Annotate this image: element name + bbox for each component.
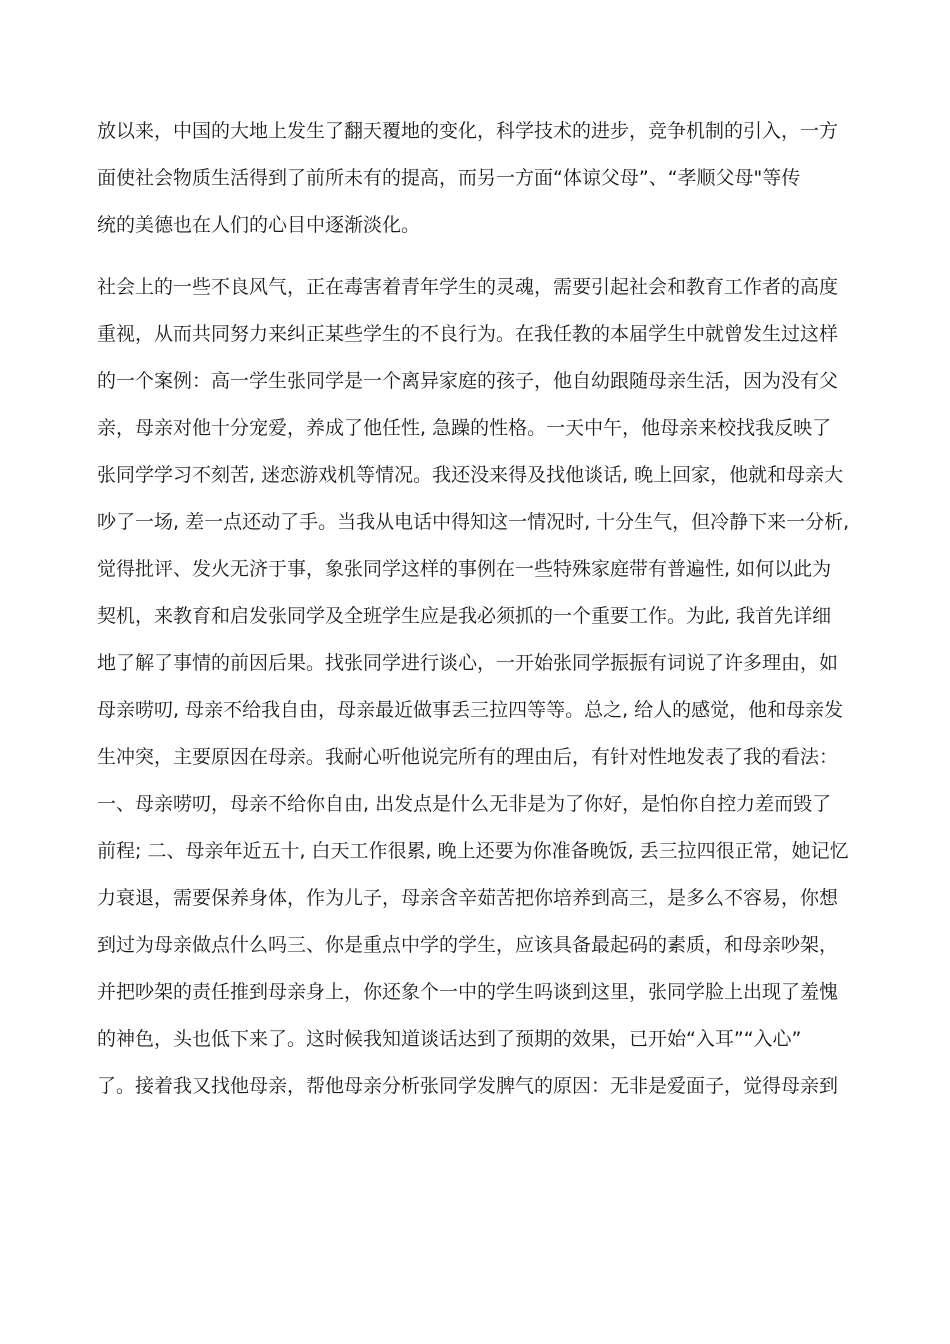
text-line: 母亲唠叨, 母亲不给我自由，母亲最近做事丢三拉四等等。总之, 给人的感觉，他和母亲发 <box>97 699 844 721</box>
paragraph-2 <box>97 264 857 1110</box>
text-line: 亲，母亲对他十分宠爱，养成了他任性, 急躁的性格。一天中午，他母亲来校找我反映了 <box>97 417 832 439</box>
text-line: 吵了一场, 差一点还动了手。当我从电话中得知这一情况时, 十分生气，但冷静下来一分析, <box>97 511 850 533</box>
text-line: 一、母亲唠叨，母亲不给你自由, 出发点是什么无非是为了你好，是怕你自控力差而毁了 <box>97 793 832 815</box>
text-line: 前程; 二、母亲年近五十, 白天工作很累, 晚上还要为你准备晚饭, 丢三拉四很正常，她记忆 <box>97 840 849 862</box>
text-line: 张同学学习不刻苦, 迷恋游戏机等情况。我还没来得及找他谈话, 晚上回家，他就和母亲大 <box>97 464 844 486</box>
text-line: 的一个案例：高一学生张同学是一个离异家庭的孩子，他自幼跟随母亲生活，因为没有父 <box>97 370 839 392</box>
text-line: 统的美德也在人们的心目中逐渐淡化。 <box>97 214 421 236</box>
text-line: 契机，来教育和启发张同学及全班学生应是我必须抓的一个重要工作。为此, 我首先详细 <box>97 605 832 627</box>
text-line: 放以来，中国的大地上发生了翻天覆地的变化，科学技术的进步，竞争机制的引入，一方 <box>97 120 839 142</box>
text-line: 到过为母亲做点什么吗三、你是重点中学的学生，应该具备最起码的素质，和母亲吵架， <box>97 934 839 956</box>
paragraph-1 <box>97 108 857 249</box>
text-line: 社会上的一些不良风气，正在毒害着青年学生的灵魂，需要引起社会和教育工作者的高度 <box>97 276 839 298</box>
text-line: 并把吵架的责任推到母亲身上，你还象个一中的学生吗谈到这里，张同学脸上出现了羞愧 <box>97 981 839 1003</box>
text-line: 生冲突，主要原因在母亲。我耐心听他说完所有的理由后，有针对性地发表了我的看法： <box>97 746 839 768</box>
text-line: 重视，从而共同努力来纠正某些学生的不良行为。在我任教的本届学生中就曾发生过这样 <box>97 323 839 345</box>
text-line: 觉得批评、发火无济于事，象张同学这样的事例在一些特殊家庭带有普遍性, 如何以此为 <box>97 558 832 580</box>
text-line: 面使社会物质生活得到了前所未有的提高，而另一方面“体谅父母”、“孝顺父母"等传 <box>97 167 801 189</box>
text-line: 了。接着我又找他母亲，帮他母亲分析张同学发脾气的原因：无非是爱面子，觉得母亲到 <box>97 1075 839 1097</box>
text-line: 地了解了事情的前因后果。找张同学进行谈心，一开始张同学振振有词说了许多理由，如 <box>97 652 839 674</box>
text-line: 的神色，头也低下来了。这时候我知道谈话达到了预期的效果，已开始“入耳”“入心” <box>97 1028 802 1050</box>
text-line: 力衰退，需要保养身体，作为儿子，母亲含辛茹苦把你培养到高三，是多么不容易，你想 <box>97 887 839 909</box>
